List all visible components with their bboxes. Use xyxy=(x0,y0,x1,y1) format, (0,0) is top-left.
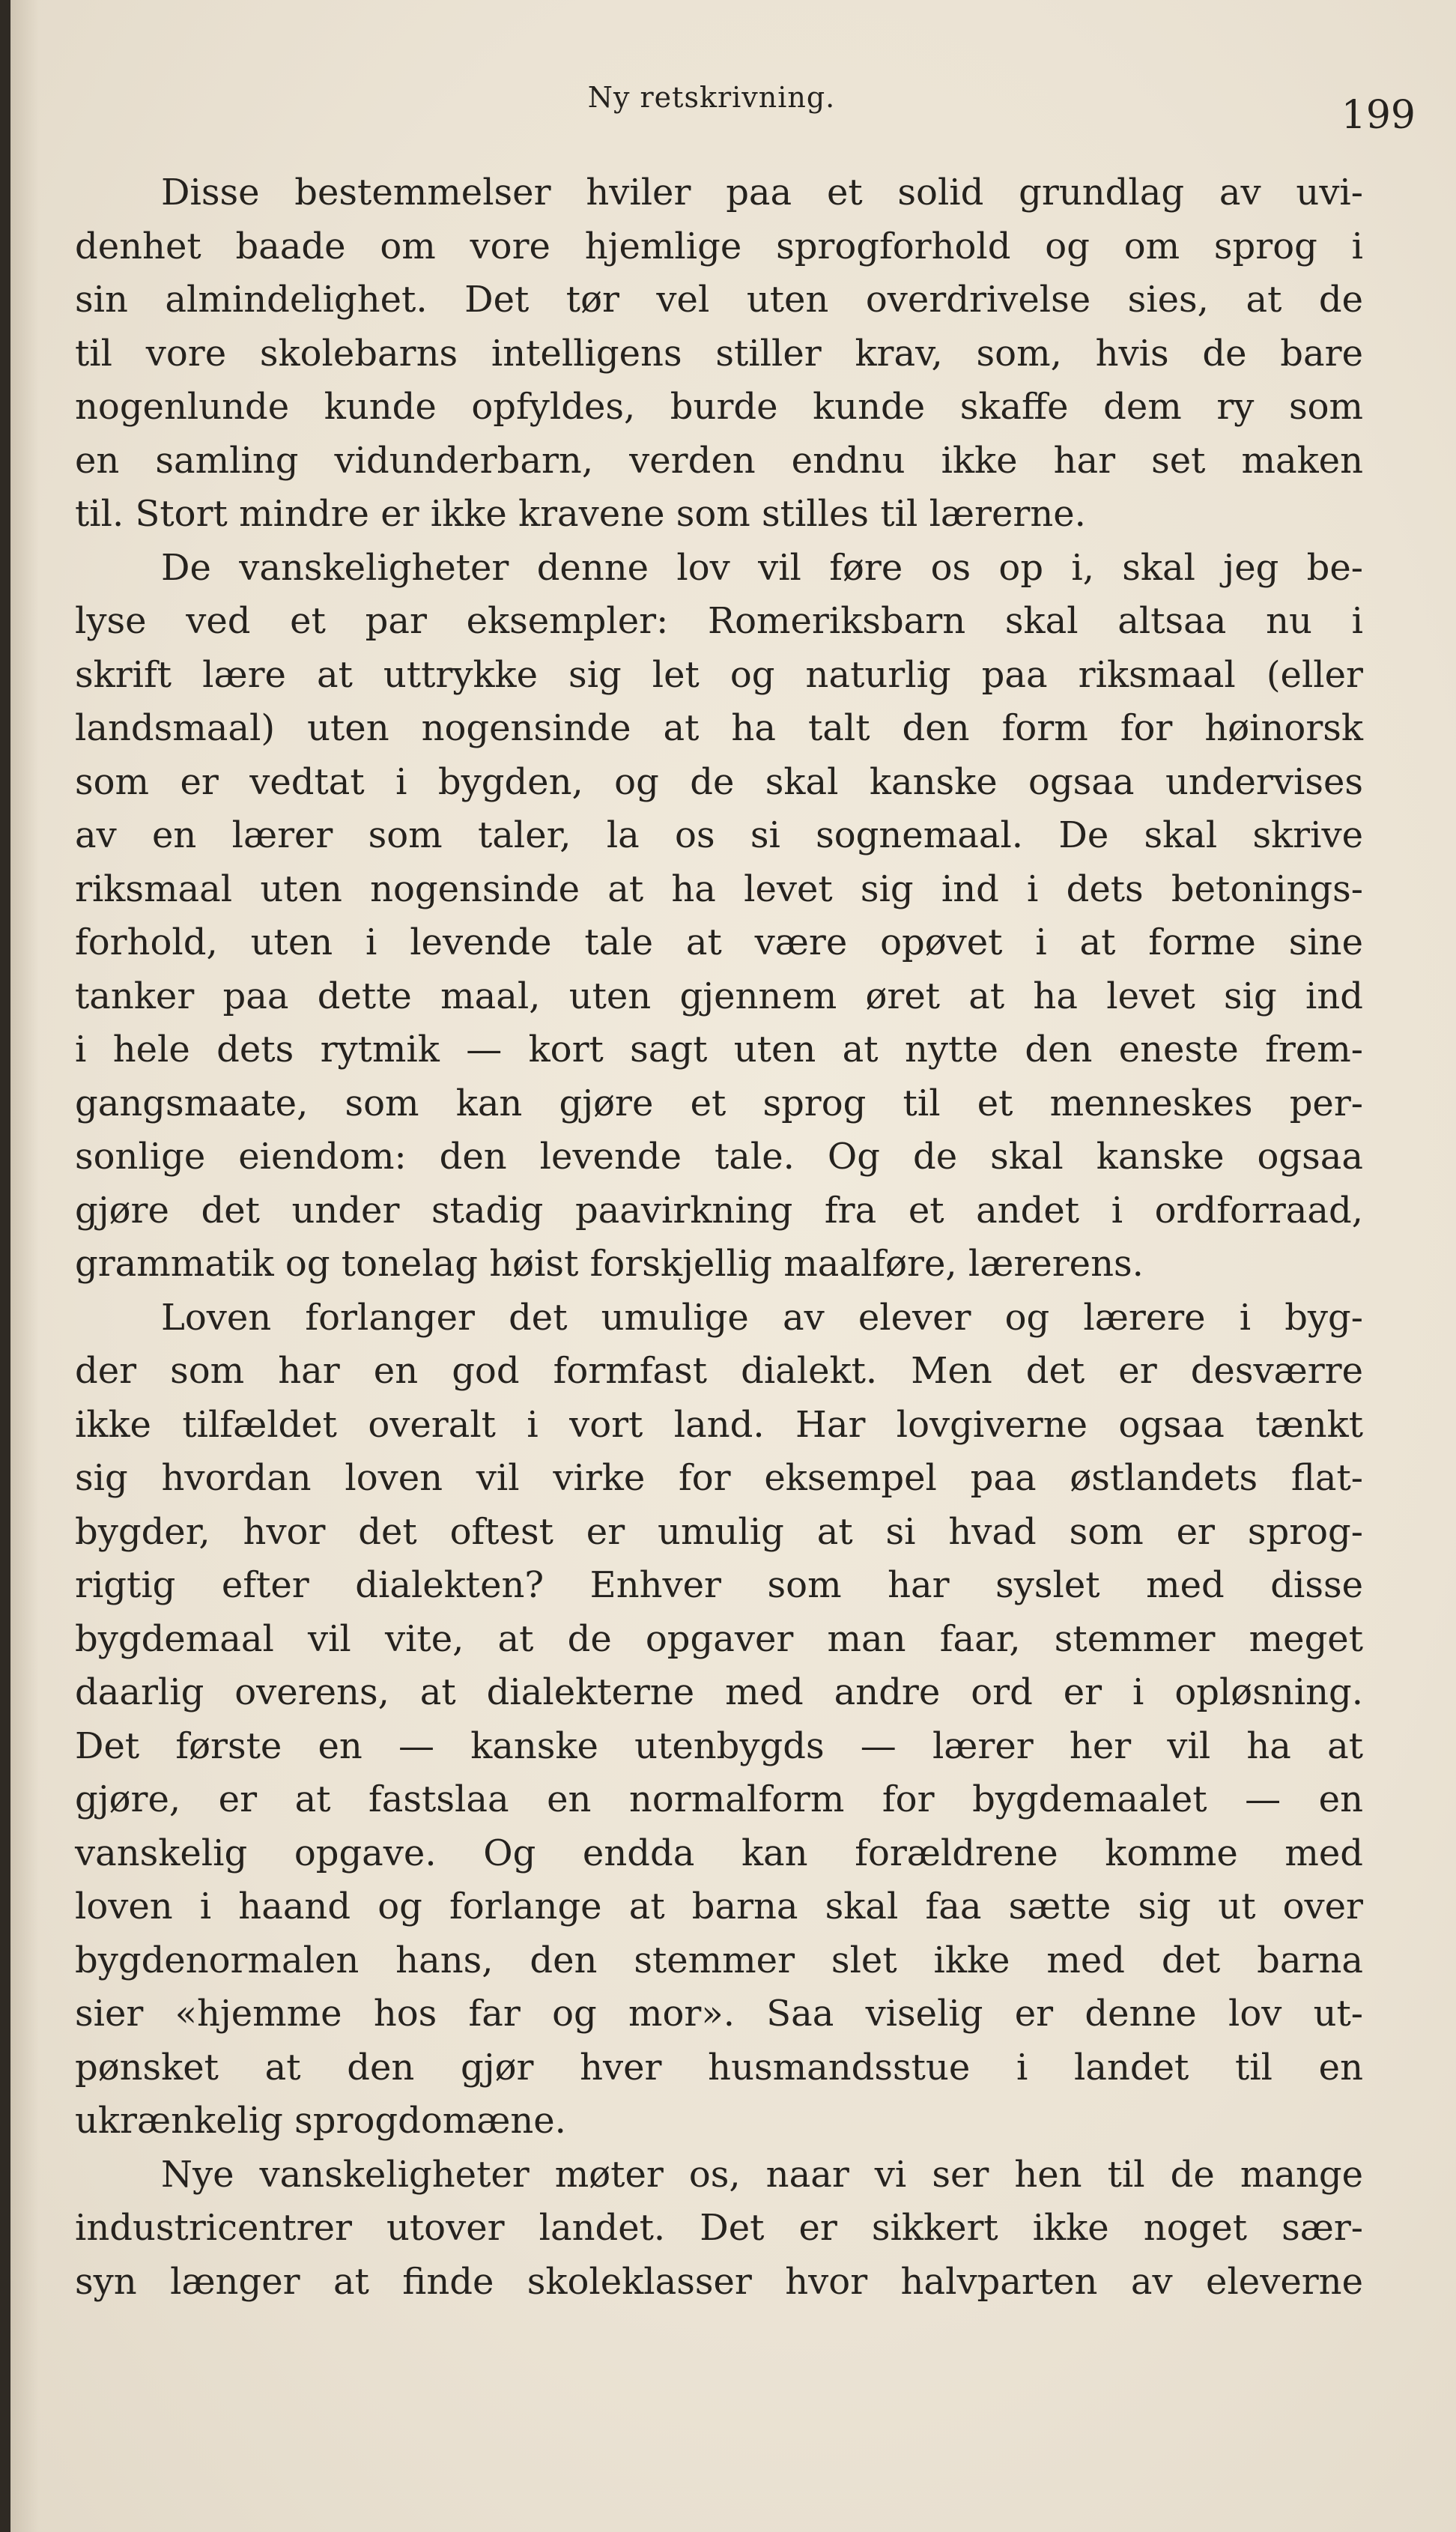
text-line: daarlig overens, at dialekterne med andre ord er i opløsning. xyxy=(75,1671,1363,1713)
text-line: rigtig efter dialekten? Enhver som har syslet med disse xyxy=(75,1564,1363,1606)
text-line: sig hvordan loven vil virke for eksempel paa østlandets flat- xyxy=(75,1457,1363,1499)
text-line: som er vedtat i bygden, og de skal kanske ogsaa undervises xyxy=(75,760,1363,803)
text-line: denhet baade om vore hjemlige sprogforhold og om sprog i xyxy=(75,225,1363,267)
text-line: De vanskeligheter denne lov vil føre os op i, skal jeg be- xyxy=(161,546,1363,589)
text-line: grammatik og tonelag høist forskjellig maalføre, lærerens. xyxy=(75,1243,1144,1285)
text-line: nogenlunde kunde opfyldes, burde kunde skaffe dem ry som xyxy=(75,386,1363,428)
text-line: Loven forlanger det umulige av elever og lærere i byg- xyxy=(161,1296,1363,1339)
text-line: i hele dets rytmik — kort sagt uten at nytte den eneste frem- xyxy=(75,1029,1363,1070)
text-line: gangsmaate, som kan gjøre et sprog til et menneskes per- xyxy=(75,1082,1363,1124)
book-binding-edge xyxy=(0,0,10,2532)
text-line: ukrænkelig sprogdomæne. xyxy=(75,2100,566,2142)
running-title: Ny retskrivning. xyxy=(587,81,836,114)
text-line: Det første en — kanske utenbygds — lærer her vil ha at xyxy=(75,1724,1363,1767)
text-line: Nye vanskeligheter møter os, naar vi ser hen til de mange xyxy=(161,2153,1363,2196)
text-line: industricentrer utover landet. Det er sikkert ikke noget sær- xyxy=(75,2207,1363,2249)
text-line: forhold, uten i levende tale at være opøvet i at forme sine xyxy=(75,921,1363,963)
text-line: sier «hjemme hos far og mor». Saa viselig er denne lov ut- xyxy=(75,1993,1363,2035)
text-line: skrift lære at uttrykke sig let og naturlig paa riksmaal (eller xyxy=(75,653,1363,696)
text-line: sin almindelighet. Det tør vel uten overdrivelse sies, at de xyxy=(75,279,1363,321)
text-line: ikke tilfældet overalt i vort land. Har lovgiverne ogsaa tænkt xyxy=(75,1403,1363,1446)
gutter-shadow xyxy=(10,0,39,2532)
text-line: bygder, hvor det oftest er umulig at si hvad som er sprog- xyxy=(75,1510,1363,1553)
text-line: sonlige eiendom: den levende tale. Og de skal kanske ogsaa xyxy=(75,1136,1363,1178)
text-line: der som har en god formfast dialekt. Men det er desværre xyxy=(75,1350,1363,1392)
text-line: av en lærer som taler, la os si sognemaal. De skal skrive xyxy=(75,814,1363,856)
text-line: til vore skolebarns intelligens stiller krav, som, hvis de bare xyxy=(75,332,1363,375)
text-line: vanskelig opgave. Og endda kan forældrene komme med xyxy=(75,1832,1363,1874)
text-line: gjøre det under stadig paavirkning fra et andet i ordforraad, xyxy=(75,1189,1363,1232)
text-line: syn længer at finde skoleklasser hvor halvparten av eleverne xyxy=(75,2260,1363,2303)
text-line: riksmaal uten nogensinde at ha levet sig ind i dets betonings- xyxy=(75,867,1363,910)
text-line: pønsket at den gjør hver husmandsstue i landet til en xyxy=(75,2046,1363,2089)
text-line: lyse ved et par eksempler: Romeriksbarn skal altsaa nu i xyxy=(75,600,1363,642)
body-text xyxy=(75,166,1363,2309)
text-line: loven i haand og forlange at barna skal faa sætte sig ut over xyxy=(75,1886,1363,1927)
text-line: til. Stort mindre er ikke kravene som stilles til lærerne. xyxy=(75,493,1086,535)
page-number: 199 xyxy=(1341,93,1416,138)
text-line: bygdenormalen hans, den stemmer slet ikke med det barna xyxy=(75,1939,1363,1981)
text-line: gjøre, er at fastslaa en normalform for bygdemaalet — en xyxy=(75,1778,1363,1820)
text-line: Disse bestemmelser hviler paa et solid grundlag av uvi- xyxy=(161,172,1363,213)
text-line: en samling vidunderbarn, verden endnu ikke har set maken xyxy=(75,439,1363,482)
text-line: landsmaal) uten nogensinde at ha talt den form for høinorsk xyxy=(75,707,1363,749)
text-line: tanker paa dette maal, uten gjennem øret at ha levet sig ind xyxy=(75,975,1363,1017)
text-line: bygdemaal vil vite, at de opgaver man faar, stemmer meget xyxy=(75,1617,1363,1660)
